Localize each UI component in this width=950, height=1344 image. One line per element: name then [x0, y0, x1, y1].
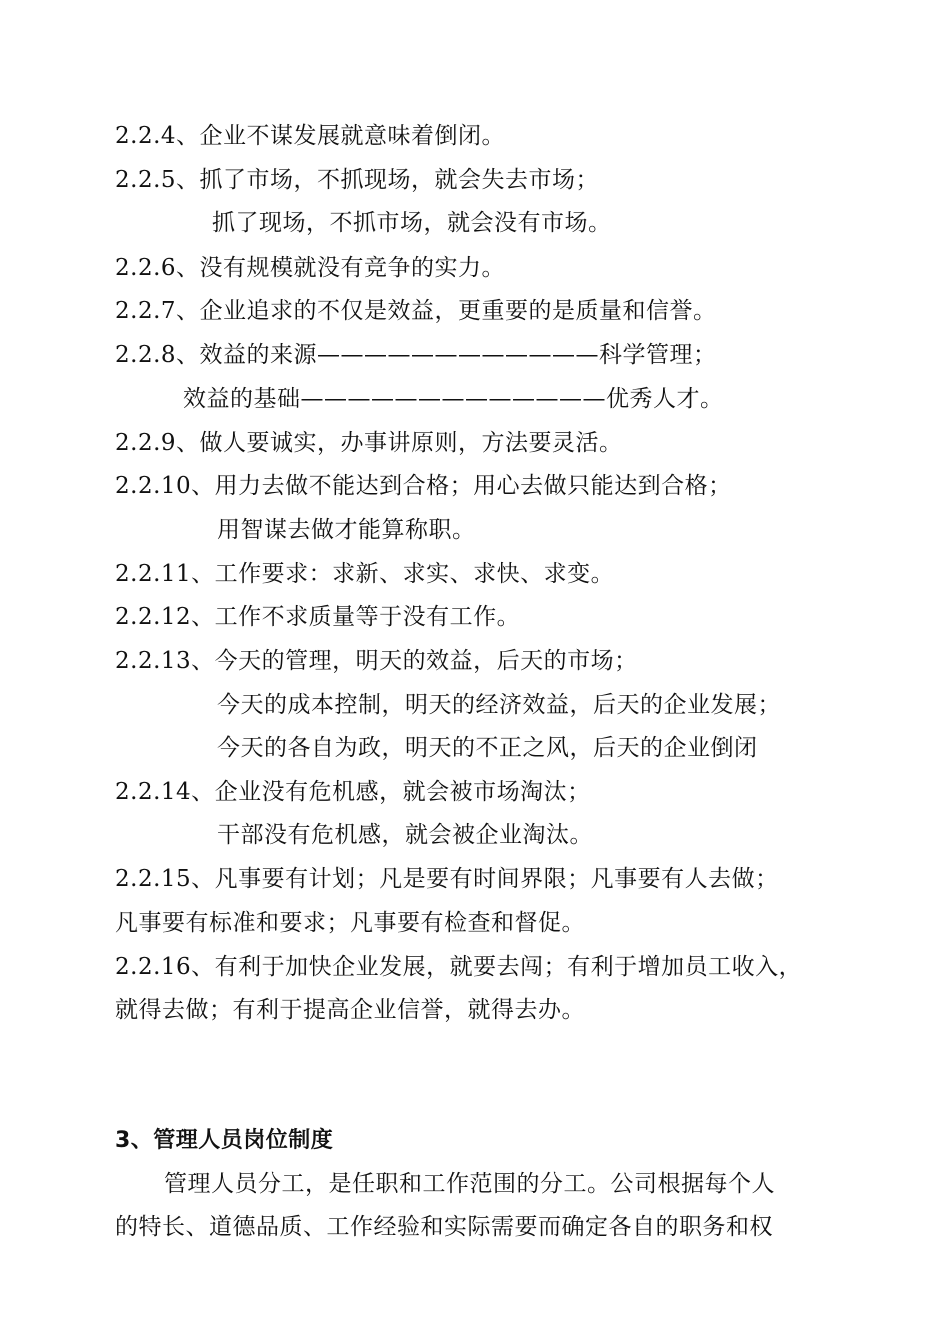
- text-line-2-2-4: 2.2.4、企业不谋发展就意味着倒闭。: [115, 123, 506, 149]
- section-body-line-1: 管理人员分工，是任职和工作范围的分工。公司根据每个人: [164, 1171, 775, 1197]
- text-line-2-2-5-cont: 抓了现场，不抓市场，就会没有市场。: [212, 210, 612, 236]
- text-line-2-2-16: 2.2.16、有利于加快企业发展，就要去闯；有利于增加员工收入，: [115, 954, 803, 980]
- text-line-2-2-13-cont-1: 今天的成本控制，明天的经济效益，后天的企业发展；: [217, 692, 781, 718]
- text-line-2-2-8-cont: 效益的基础—————————————优秀人才。: [183, 386, 724, 412]
- section-heading: 3、管理人员岗位制度: [115, 1128, 334, 1153]
- text-line-2-2-11: 2.2.11、工作要求：求新、求实、求快、求变。: [115, 561, 615, 587]
- text-line-2-2-15: 2.2.15、凡事要有计划；凡是要有时间界限；凡事要有人去做；: [115, 866, 779, 892]
- text-line-2-2-13: 2.2.13、今天的管理，明天的效益，后天的市场；: [115, 648, 638, 674]
- text-line-2-2-10: 2.2.10、用力去做不能达到合格；用心去做只能达到合格；: [115, 473, 732, 499]
- text-line-2-2-9: 2.2.9、做人要诚实，办事讲原则，方法要灵活。: [115, 430, 623, 456]
- text-line-2-2-7: 2.2.7、企业追求的不仅是效益，更重要的是质量和信誉。: [115, 298, 717, 324]
- text-line-2-2-14: 2.2.14、企业没有危机感，就会被市场淘汰；: [115, 779, 591, 805]
- text-line-2-2-15-cont: 凡事要有标准和要求；凡事要有检查和督促。: [115, 910, 585, 936]
- section-body-line-2: 的特长、道德品质、工作经验和实际需要而确定各自的职务和权: [115, 1214, 773, 1240]
- text-line-2-2-13-cont-2: 今天的各自为政，明天的不正之风，后天的企业倒闭: [217, 735, 758, 761]
- text-line-2-2-10-cont: 用智谋去做才能算称职。: [217, 517, 476, 543]
- text-line-2-2-8: 2.2.8、效益的来源————————————科学管理；: [115, 342, 717, 368]
- text-line-2-2-16-cont: 就得去做；有利于提高企业信誉，就得去办。: [115, 997, 585, 1023]
- text-line-2-2-12: 2.2.12、工作不求质量等于没有工作。: [115, 604, 521, 630]
- text-line-2-2-14-cont: 干部没有危机感，就会被企业淘汰。: [217, 822, 593, 848]
- text-line-2-2-6: 2.2.6、没有规模就没有竞争的实力。: [115, 255, 506, 281]
- text-line-2-2-5: 2.2.5、抓了市场，不抓现场，就会失去市场；: [115, 167, 600, 193]
